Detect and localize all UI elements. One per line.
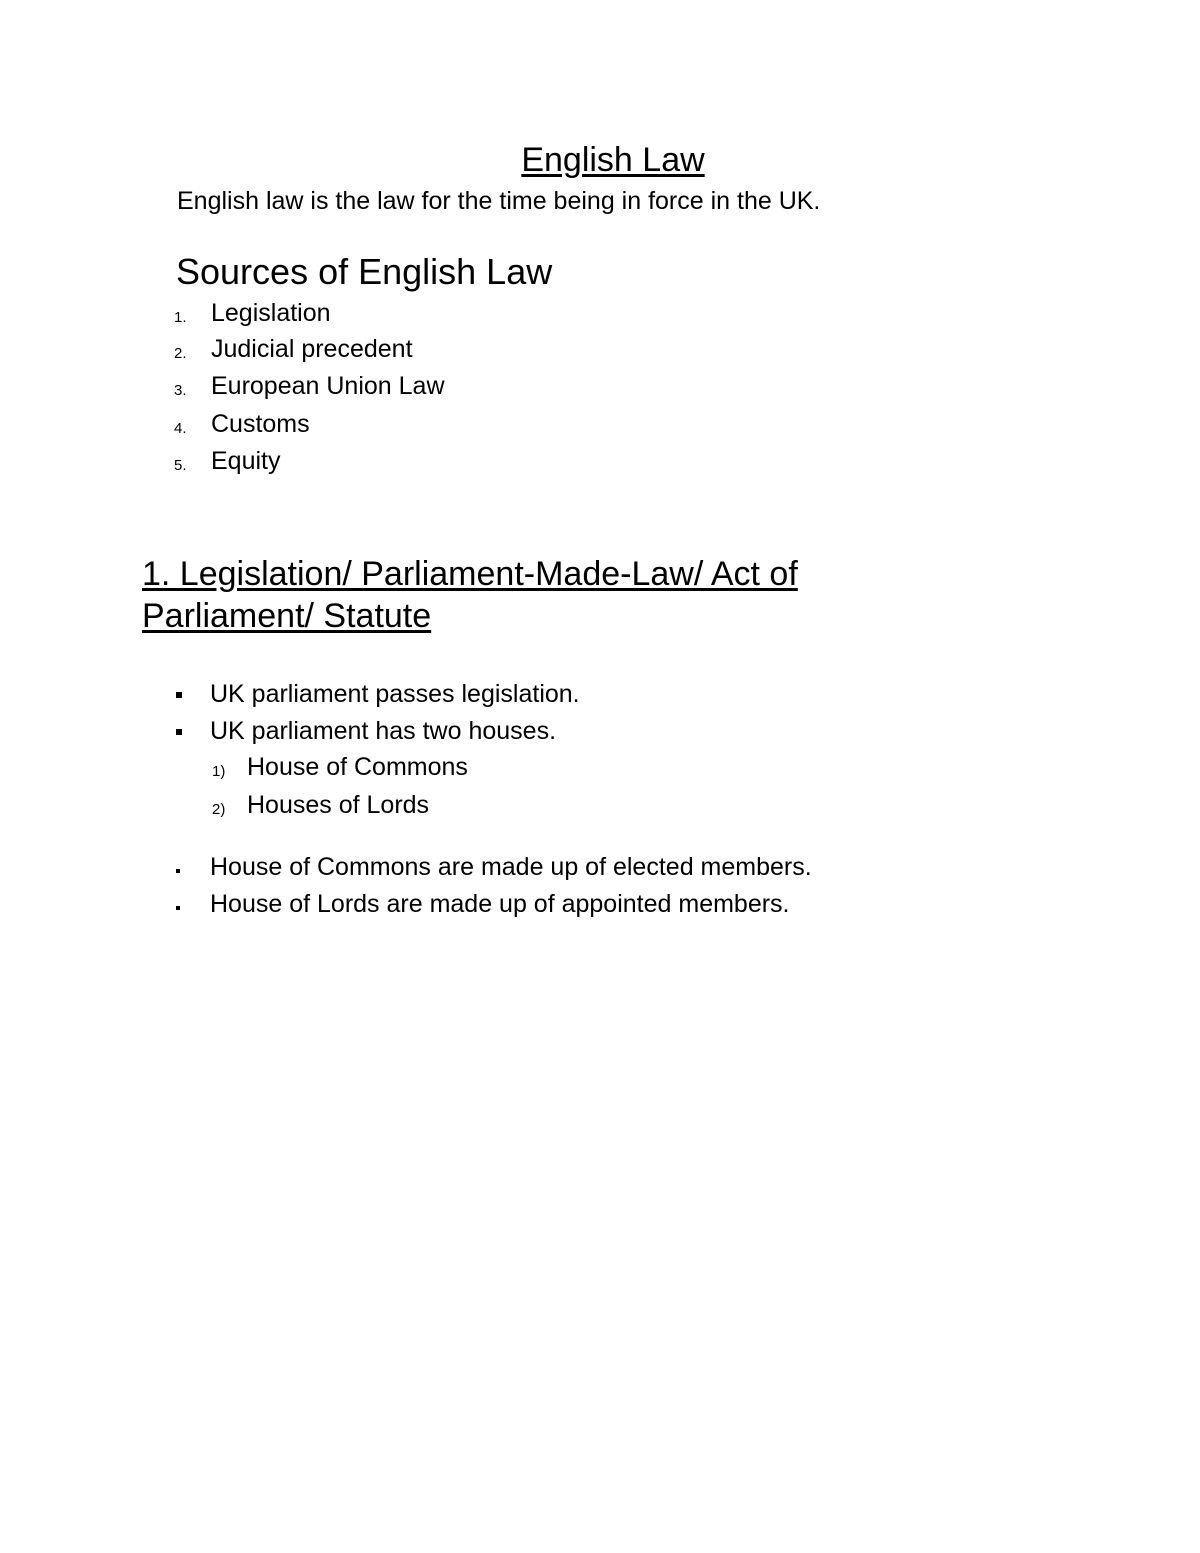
list-item: House of Commons xyxy=(247,753,468,781)
list-item: House of Lords are made up of appointed members. xyxy=(210,890,790,918)
square-bullet-icon xyxy=(176,692,182,698)
dot-bullet-icon xyxy=(176,869,180,873)
list-item: Judicial precedent xyxy=(211,335,413,363)
list-item: European Union Law xyxy=(211,372,445,400)
document-title: English Law xyxy=(521,141,705,179)
list-item: UK parliament has two houses. xyxy=(210,717,557,745)
list-item: Houses of Lords xyxy=(247,791,430,819)
list-item-number: 3. xyxy=(174,382,187,399)
square-bullet-icon xyxy=(176,729,182,735)
list-item-number: 5. xyxy=(174,457,187,474)
list-item-number: 4. xyxy=(174,420,187,437)
list-item-number: 1) xyxy=(212,763,226,780)
list-item: House of Commons are made up of elected members. xyxy=(210,853,812,881)
list-item: Legislation xyxy=(211,299,331,327)
dot-bullet-icon xyxy=(176,906,180,910)
list-item-number: 2) xyxy=(212,801,226,818)
list-item: Customs xyxy=(211,410,310,438)
list-item: UK parliament passes legislation. xyxy=(210,680,580,708)
list-item: Equity xyxy=(211,447,281,475)
section-heading-line1: 1. Legislation/ Parliament-Made-Law/ Act of xyxy=(142,555,798,593)
list-item-number: 2. xyxy=(174,345,187,362)
list-item-number: 1. xyxy=(174,309,187,326)
intro-paragraph: English law is the law for the time being in force in the UK. xyxy=(177,187,821,215)
section-heading-line2: Parliament/ Statute xyxy=(142,597,432,635)
sources-heading: Sources of English Law xyxy=(176,251,553,292)
